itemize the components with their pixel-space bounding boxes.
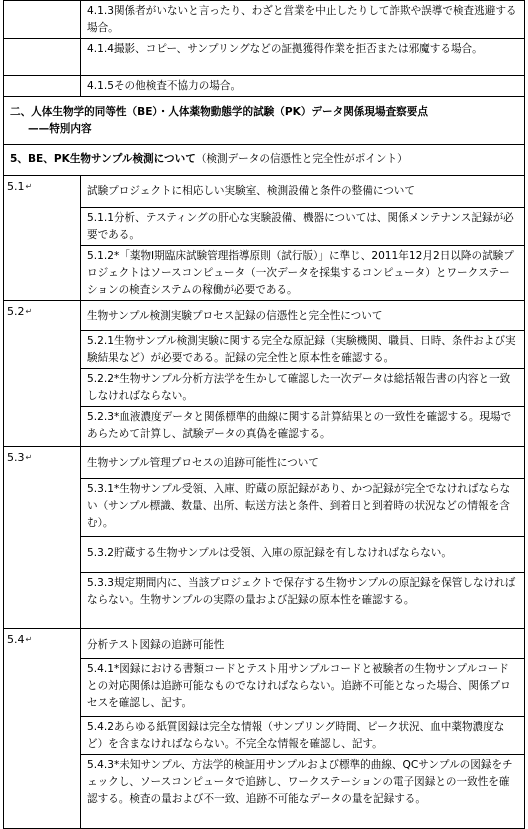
item-5-4-2: 5.4.2あらゆる紙質図録は完全な情報（サンプリング時間、ピーク状況、血中薬物濃度など）を含まなければならない。不完全な情報を確認し、記す。 xyxy=(81,717,525,755)
section-heading-line2: ——特別内容 xyxy=(28,123,92,135)
item-5-2-1: 5.2.1生物サンプル検測実験に関する完全な原記録（実験機関、職員、日時、条件および実験結果など）が必要である。記録の完全性と原本性を確認する。 xyxy=(81,331,525,369)
item-4-1-5: 4.1.5その他検査不協力の場合。 xyxy=(81,76,525,97)
table-row xyxy=(4,246,525,301)
table-row xyxy=(4,208,525,246)
item-5-1-2: 5.1.2*「薬物Ⅰ期臨床試験管理指導原則（試行版）」に準じ、2011年12月2日以降の試験プロジェクトはソースコンピュータ（一次データを採集するコンピュータ）とワークステーションの検査システムの稼働が必要である。 xyxy=(81,246,525,301)
item-5-3-1: 5.3.1*生物サンプル受領、入庫、貯蔵の原記録があり、かつ記録が完全でなければならない（サンプル標識、数量、出所、転送方法と条件、到着日と到着時の状況などの情報を含む）。 xyxy=(81,479,525,537)
number-cell-empty xyxy=(4,1,81,39)
item-5-4-1: 5.4.1*図録における書類コードとテスト用サンプルコードと被験者の生物サンプルコードとの対応関係は追跡可能なものでなければならない。追跡不可能となった場合、関係プロセスを確認し、記す。 xyxy=(81,659,525,717)
table-row xyxy=(4,573,525,629)
inspection-checklist-table xyxy=(3,0,525,829)
group-5-4-title: 分析テスト図録の追跡可能性 xyxy=(81,629,525,659)
subsection-heading-row xyxy=(4,145,525,176)
item-5-2-2: 5.2.2*生物サンプル分析方法学を生かして確認した一次データは総括報告書の内容と一致しなければならない。 xyxy=(81,369,525,407)
item-4-1-3: 4.1.3関係者がいないと言ったり、わざと営業を中止したりして詐欺や誤導で検査逃避する場合。 xyxy=(81,1,525,39)
table-row xyxy=(4,717,525,755)
table-row xyxy=(4,659,525,717)
item-5-3-3: 5.3.3規定期間内に、当該プロジェクトで保存する生物サンプルの原記録を保管しなければならない。生物サンプルの実際の量および記録の原本性を確認する。 xyxy=(81,573,525,629)
table-row xyxy=(4,629,525,659)
section-heading-row xyxy=(4,97,525,145)
item-5-4-3: 5.4.3*未知サンプル、方法学的検証用サンプルおよび標準的曲線、QCサンプルの図録をチェックし、ソースコンピュータで追跡し、ワークステーションの電子図録との一致性を確認する。検査の量および不一致、追跡不可能なデータの量を記録する。 xyxy=(81,755,525,829)
group-5-3-title: 生物サンプル管理プロセスの追跡可能性について xyxy=(81,447,525,479)
section-heading-line1: 二、人体生物学的同等性（BE）・人体薬物動態学的試験（PK）データ関係現場査察要点 xyxy=(10,106,428,118)
subsection-heading xyxy=(4,145,525,176)
table-row xyxy=(4,479,525,537)
subsection-heading-bold: 5、BE、PK生物サンプル検測について xyxy=(10,153,196,165)
item-4-1-4: 4.1.4撮影、コピー、サンプリングなどの証拠獲得作業を拒否または邪魔する場合。 xyxy=(81,39,525,76)
table-row xyxy=(4,537,525,573)
item-5-3-2: 5.3.2貯蔵する生物サンプルは受領、入庫の原記録を有しなければならない。 xyxy=(81,537,525,573)
item-5-1-1: 5.1.1分析、テスティングの肝心な実験設備、機器については、関係メンテナンス記録が必要である。 xyxy=(81,208,525,246)
table-row xyxy=(4,176,525,208)
table-row xyxy=(4,301,525,331)
group-number-5-3: 5.3↵ xyxy=(4,447,81,629)
table-row xyxy=(4,447,525,479)
subsection-heading-note: （検測データの信憑性と完全性がポイント） xyxy=(195,153,408,165)
table-row xyxy=(4,76,525,97)
table-row xyxy=(4,1,525,39)
group-number-5-2: 5.2↵ xyxy=(4,301,81,447)
table-row xyxy=(4,331,525,369)
group-5-1-title: 試験プロジェクトに相応しい実験室、検測設備と条件の整備について xyxy=(81,176,525,208)
table-row xyxy=(4,369,525,407)
table-row xyxy=(4,755,525,829)
table-row xyxy=(4,407,525,447)
group-5-2-title: 生物サンプル検測実験プロセス記録の信憑性と完全性について xyxy=(81,301,525,331)
group-number-5-4: 5.4↵ xyxy=(4,629,81,829)
item-5-2-3: 5.2.3*血液濃度データと関係標準的曲線に関する計算結果との一致性を確認する。現場であらためて計算し、試験データの真偽を確認する。 xyxy=(81,407,525,447)
section-heading xyxy=(4,97,525,145)
group-number-5-1: 5.1↵ xyxy=(4,176,81,301)
number-cell-empty xyxy=(4,76,81,97)
number-cell-empty xyxy=(4,39,81,76)
table-row xyxy=(4,39,525,76)
